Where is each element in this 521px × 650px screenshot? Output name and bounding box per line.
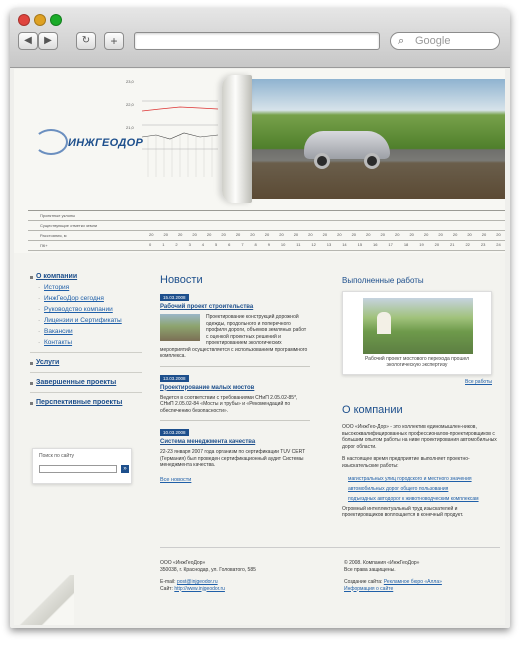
- sidebar-item-completed[interactable]: Завершенные проекты: [30, 379, 142, 386]
- about-paragraph: В настоящее время предприятие выполняет проектно-изыскательские работы:: [342, 456, 470, 469]
- pk-value: 6: [228, 242, 231, 247]
- news-title-link[interactable]: Система менеджмента качества: [160, 439, 256, 445]
- news-heading: Новости: [160, 274, 203, 286]
- works-section: [342, 276, 498, 385]
- pk-value: 4: [201, 242, 204, 247]
- distance-value: 20: [279, 232, 284, 237]
- news-section: [160, 274, 310, 483]
- profile-row-label: Существующие отметки земли: [40, 223, 98, 228]
- distance-value: 20: [337, 232, 342, 237]
- profile-y-label: 23,0: [126, 79, 134, 84]
- about-section: [342, 404, 498, 525]
- about-paragraph: Огромный интеллектуальный труд изыскателей и проектировщиков воплощается в конечный продукт.: [342, 505, 464, 519]
- pk-value: 23: [480, 242, 486, 247]
- news-text: Проектирование конструкций дорожной одежды, продольного и поперечного профиля дороги, объемов земляных работ с оценкой проектных решений и проектированием экологических мероприятий осуществляется с использованием программного комплекса.: [160, 314, 308, 359]
- divider: [30, 372, 142, 373]
- profile-row: [28, 231, 505, 241]
- all-works-link[interactable]: Все работы: [465, 379, 492, 385]
- distance-value: 20: [394, 232, 400, 237]
- pk-value: 0: [149, 242, 152, 247]
- pk-value: 12: [311, 242, 316, 247]
- site-search-button[interactable]: »: [121, 465, 129, 473]
- about-paragraph: ООО «ИнжГео-Дор» - это коллектив единомышлен-ников, высококвалифицированных профессионалов-проектировщиков с большим опытом работы на ниве проектирования автомобильных дорог области.: [342, 424, 497, 450]
- footer-site-row: [160, 586, 320, 593]
- works-card[interactable]: [342, 291, 492, 375]
- pk-value: 9: [267, 242, 270, 247]
- web-page: [14, 69, 505, 625]
- news-title-link[interactable]: Проектирование малых мостов: [160, 384, 255, 391]
- distance-value: 20: [235, 232, 241, 237]
- works-photo[interactable]: [363, 298, 473, 354]
- site-search-box: [32, 448, 132, 484]
- news-date: 10.03.2008: [160, 429, 189, 436]
- pk-value: 19: [419, 242, 424, 247]
- distance-value: 20: [163, 232, 168, 237]
- news-date: 15.03.2008: [160, 294, 189, 301]
- site-search-label: Поиск по сайту: [39, 453, 75, 459]
- pk-value: 14: [342, 242, 347, 247]
- add-bookmark-button[interactable]: +: [104, 32, 124, 50]
- distance-value: 20: [423, 232, 429, 237]
- forward-button[interactable]: ▶: [38, 32, 58, 50]
- profile-row: [28, 221, 505, 231]
- distance-value: 20: [149, 232, 154, 237]
- search-placeholder: Google: [415, 35, 451, 47]
- profile-row-label: Проектные уклоны: [40, 213, 76, 218]
- news-thumbnail[interactable]: [160, 314, 200, 341]
- distance-value: 20: [221, 232, 226, 237]
- about-link[interactable]: автомобильных дорог общего пользования: [348, 485, 449, 492]
- car-wheel: [314, 153, 330, 169]
- sidebar-subitem-today[interactable]: · ИнжГеоДор сегодня: [40, 295, 142, 302]
- sidebar-subitem-history[interactable]: · История: [40, 284, 142, 291]
- browser-toolbar: [10, 8, 510, 68]
- footer-company: ООО «ИнжГеоДор»: [160, 560, 206, 566]
- profile-y-label: 22,0: [126, 102, 134, 107]
- all-news-link[interactable]: Все новости: [160, 476, 192, 483]
- news-date: 13.03.2008: [160, 375, 189, 382]
- sidebar-nav: [30, 267, 142, 410]
- profile-axis: [126, 79, 134, 130]
- distance-value: 20: [452, 232, 458, 237]
- pk-value: 5: [214, 242, 218, 247]
- search-icon: ⌕: [398, 35, 405, 47]
- pk-value: 10: [280, 242, 286, 247]
- footer-contacts: [160, 560, 320, 592]
- back-button[interactable]: ◀: [18, 32, 38, 50]
- site-header: [14, 69, 505, 253]
- pk-value: 22: [465, 242, 470, 247]
- about-link[interactable]: магистральных улиц городского и местного значения: [348, 475, 472, 482]
- news-item: [160, 429, 310, 469]
- address-bar[interactable]: [134, 32, 380, 50]
- page-curl-corner: [14, 575, 74, 625]
- works-caption: Рабочий проект мостового перехода прошел экологическую экспертизу: [365, 356, 469, 368]
- footer-info-link[interactable]: Информация о сайте: [344, 585, 394, 592]
- profile-row-label: Расстояния, м: [40, 233, 67, 238]
- distance-value: 20: [264, 232, 270, 237]
- news-text: 22-23 января 2007 года организм по сертификации TUV CERT (Германия) был проведен сертификационный аудит Системы менеджмента качества.: [160, 449, 306, 468]
- pk-value: 17: [388, 242, 393, 247]
- site-footer: [160, 547, 500, 607]
- works-heading: Выполненные работы: [342, 276, 424, 285]
- footer-copyright: © 2008. Компания «ИнжГеоДор»: [344, 560, 420, 566]
- distance-value: 20: [206, 232, 212, 237]
- news-title-link[interactable]: Рабочий проект строительства: [160, 304, 254, 310]
- pk-value: 24: [496, 242, 501, 247]
- page-curl-decoration: [222, 75, 252, 203]
- footer-email-link[interactable]: post@injgeodor.ru: [176, 579, 218, 585]
- pk-value: 8: [254, 242, 257, 247]
- sidebar-subitem-vacancies[interactable]: · Вакансии: [40, 328, 142, 335]
- sidebar-item-about[interactable]: О компании: [30, 273, 142, 280]
- footer-credits: [344, 560, 504, 592]
- pk-value: 2: [175, 242, 178, 247]
- distance-value: 20: [308, 232, 313, 237]
- footer-created-label: Создание сайта:: [344, 579, 383, 585]
- footer-site-label: Сайт:: [160, 585, 173, 592]
- site-search-input[interactable]: [39, 465, 117, 473]
- distance-value: 20: [481, 232, 487, 237]
- close-window-button[interactable]: [18, 14, 30, 26]
- distance-value: 20: [409, 232, 414, 237]
- footer-email-label: E-mail:: [160, 579, 176, 585]
- pk-values: [149, 242, 501, 247]
- reload-button[interactable]: ↻: [76, 32, 96, 50]
- distance-value: 20: [467, 232, 472, 237]
- about-link[interactable]: подъездных автодорог к животноводческим комплексам: [348, 495, 479, 502]
- browser-window: [10, 8, 510, 628]
- sidebar-subitem-licenses[interactable]: · Лицензии и Сертификаты: [40, 317, 142, 324]
- news-text: Ведется в соответствии с требованиями СНиП 2.05.02-85*, СНиП 2.05.02-84 «Мосты и трубы» и «Рекомендаций по обеспечению безопасности».: [160, 394, 298, 414]
- car-wheel: [364, 153, 380, 169]
- distance-value: 20: [366, 232, 371, 237]
- pk-value: 20: [434, 242, 440, 247]
- search-field[interactable]: [390, 32, 500, 50]
- zoom-window-button[interactable]: [50, 14, 62, 26]
- road-profile-graphic: [142, 77, 218, 177]
- divider: [30, 352, 142, 353]
- pk-value: 11: [296, 242, 301, 247]
- profile-table: [28, 210, 505, 254]
- sidebar-subitem-contacts[interactable]: · Контакты: [40, 339, 142, 346]
- footer-address: 350038, г. Краснодар, ул. Головатого, 585: [160, 566, 256, 573]
- footer-created-link[interactable]: Рекламное бюро «Алла»: [383, 579, 442, 585]
- distance-value: 20: [380, 232, 385, 237]
- globe-icon: [34, 129, 68, 155]
- sidebar-item-prospective[interactable]: Перспективные проекты: [30, 399, 142, 406]
- news-item: [160, 294, 310, 367]
- divider: [160, 420, 310, 421]
- distance-values: [149, 232, 501, 237]
- pk-value: 21: [450, 242, 455, 247]
- about-heading: О компании: [342, 404, 403, 416]
- minimize-window-button[interactable]: [34, 14, 46, 26]
- divider: [160, 366, 310, 367]
- profile-row: [28, 211, 505, 221]
- distance-value: 20: [438, 232, 443, 237]
- footer-site-link[interactable]: http://www.injgeodor.ru: [174, 585, 225, 592]
- pk-value: 18: [403, 242, 409, 247]
- sidebar-subitem-management[interactable]: · Руководство компании: [40, 306, 142, 313]
- pk-value: 7: [241, 242, 244, 247]
- news-item: [160, 375, 310, 422]
- distance-value: 20: [322, 232, 328, 237]
- pk-value: 1: [162, 242, 165, 247]
- logo-text: ИНЖГЕОДОР: [68, 137, 144, 149]
- distance-value: 20: [496, 232, 501, 237]
- distance-value: 20: [293, 232, 299, 237]
- footer-rights: Все права защищены.: [344, 566, 396, 573]
- header-road-photo: [236, 79, 505, 199]
- divider: [30, 392, 142, 393]
- site-logo[interactable]: [28, 129, 144, 157]
- distance-value: 20: [250, 232, 255, 237]
- distance-value: 20: [177, 232, 183, 237]
- profile-row-label: ПК+: [40, 243, 48, 248]
- profile-y-label: 21,0: [126, 125, 134, 130]
- pk-value: 16: [373, 242, 378, 247]
- distance-value: 20: [351, 232, 357, 237]
- distance-value: 20: [192, 232, 197, 237]
- sidebar-item-services[interactable]: Услуги: [30, 359, 142, 366]
- pk-value: 15: [357, 242, 363, 247]
- profile-row: [28, 241, 505, 251]
- pk-value: 3: [188, 242, 191, 247]
- pk-value: 13: [326, 242, 332, 247]
